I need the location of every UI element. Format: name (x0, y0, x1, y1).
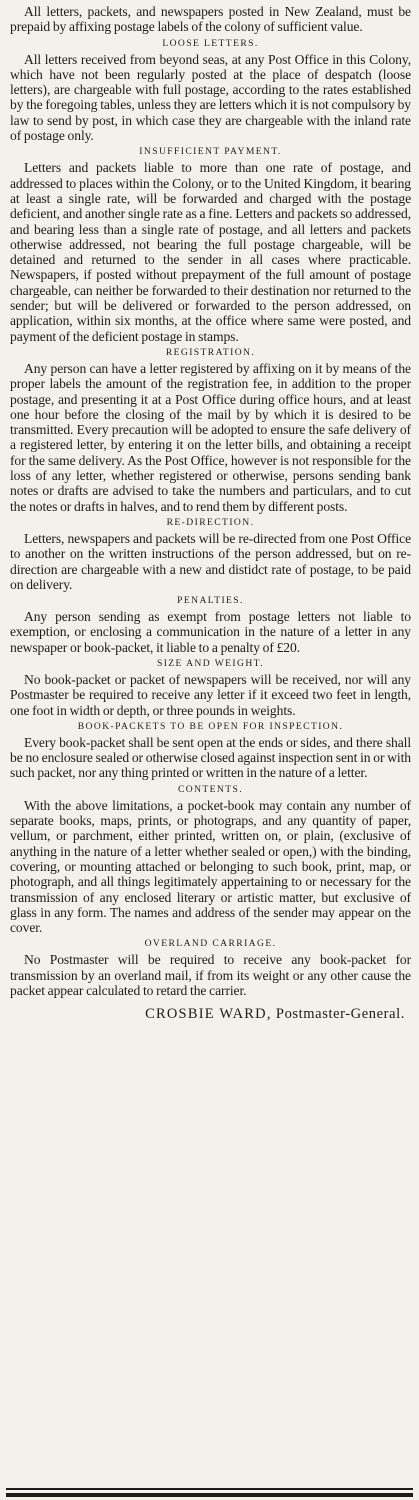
heading-overland-carriage: OVERLAND CARRIAGE. (144, 938, 277, 950)
signature-line (10, 1006, 411, 1023)
body-loose-letters: All letters received from beyond seas, at any Post Office in this Colony, which have not been regularly posted at the place of despatch (loose letters), are chargeable with full postage, according to the rates established by the foregoing tables, unless they are letters which it is not compulsory by law to send by post, in which case they are chargeable with the inland rate of postage only. (10, 51, 411, 144)
closing-rule-thin (6, 1488, 413, 1490)
body-size-and-weight: No book-packet or packet of newspapers will be received, nor will any Postmaster be required to receive any letter if it exceed two feet in length, one foot in width or depth, or three pounds in weights. (10, 671, 411, 718)
heading-book-packets-inspection: BOOK-PACKETS TO BE OPEN FOR INSPECTION. (77, 720, 344, 732)
heading-contents: CONTENTS. (177, 783, 244, 795)
heading-insufficient-payment: INSUFFICIENT PAYMENT. (139, 146, 282, 158)
heading-size-and-weight: SIZE AND WEIGHT. (156, 657, 265, 669)
signature-title: Postmaster-General. (275, 1006, 405, 1023)
body-overland-carriage: No Postmaster will be required to receive any book-packet for transmission by an overland mail, if from its weight or any other cause the packet appear calculated to retard the carrier. (10, 952, 411, 999)
intro-paragraph: All letters, packets, and newspapers posted in New Zealand, must be prepaid by affixing postage labels of the colony of sufficient value. (10, 4, 411, 35)
body-contents: With the above limitations, a pocket-book may contain any number of separate books, maps, prints, or photograps, and any quantity of paper, vellum, or parchment, either printed, written on, or plain, (exclusive of anything in the nature of a letter whether sealed or open,) with the binding, covering, or mounting attached or belonging to such book, print, map, or photograph, and all things legitimately appertaining to or necessary for the transmission of any enclosed literary or artistic matter, but exclusive of glass in any form. The names and address of the sender may appear on the cover. (10, 797, 411, 936)
heading-penalties: PENALTIES. (177, 595, 244, 607)
signature-name: CROSBIE WARD, (145, 1006, 272, 1023)
body-re-direction: Letters, newspapers and packets will be re-directed from one Post Office to another on the written instructions of the person addressed, but on re-direction are chargeable with a new and distidct rate of postage, to be paid on delivery. (10, 530, 411, 592)
body-registration: Any person can have a letter registered by affixing on it by means of the proper labels the amount of the registration fee, in addition to the proper postage, and presenting it at a Post Office during office hours, and at least one hour before the closing of the mail by by which it is desired to be transmitted. Every precaution will be adopted to ensure the safe delivery of a registered letter, by entering it on the letter bills, and obtaining a receipt for the same delivery. As the Post Office, however is not responsible for the loss of any letter, whether registered or otherwise, persons sending bank notes or drafts are advised to take the numbers and particulars, and to cut the notes or drafts in halves, and to rend them by different posts. (10, 360, 411, 514)
body-insufficient-payment: Letters and packets liable to more than one rate of postage, and addressed to places within the Colony, or to the United Kingdom, it bearing at least a single rate, will be forwarded and charged with the postage deficient, and another single rate as a fine. Letters and packets so addressed, and bearing less than a single rate of postage, and all letters and packets otherwise addressed, not bearing the full postage chargeable, will be detained and returned to the sender in all cases where practicable. Newspapers, if posted without prepayment of the full amount of postage chargeable, can neither be forwarded to their destination nor returned to the sender; but will be delivered or forwarded to the person addressed, on application, within six months, at the office where same were posted, and payment of the deficient postage in stamps. (10, 160, 411, 344)
heading-loose-letters: LOOSE LETTERS. (162, 37, 259, 49)
closing-rule-thick (6, 1493, 413, 1497)
heading-re-direction: RE-DIRECTION. (166, 516, 255, 528)
body-book-packets-inspection: Every book-packet shall be sent open at the ends or sides, and there shall be no enclosure sealed or otherwise closed against inspection sent in or with such packet, nor any thing printed or written in the nature of a letter. (10, 734, 411, 781)
body-penalties: Any person sending as exempt from postage letters not liable to exemption, or enclosing a communication in the nature of a letter in any newspaper or book-packet, it liable to a penalty of £20. (10, 609, 411, 655)
heading-registration: REGISTRATION. (165, 346, 256, 358)
